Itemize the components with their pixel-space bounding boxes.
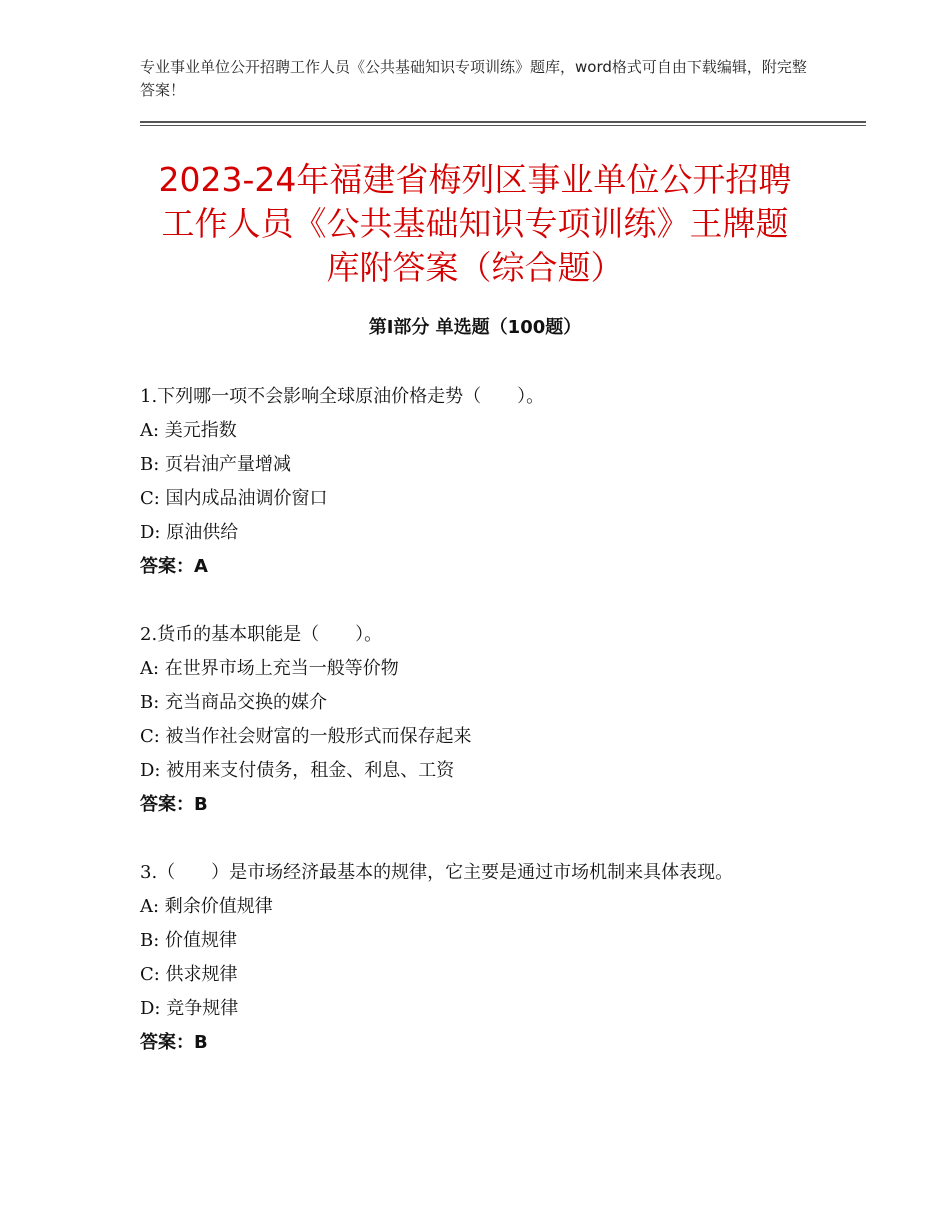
option-a: A: 在世界市场上充当一般等价物: [140, 658, 399, 679]
option-d: D: 原油供给: [140, 522, 239, 543]
option-a: A: 剩余价值规律: [140, 896, 273, 917]
option-a: A: 美元指数: [140, 420, 237, 441]
question-list: [140, 380, 820, 1094]
question-stem: 3.（ ）是市场经济最基本的规律，它主要是通过市场机制来具体表现。: [140, 862, 734, 883]
option-b: B: 价值规律: [140, 930, 238, 951]
answer: 答案：B: [140, 1032, 208, 1053]
question-3: [140, 856, 820, 1060]
option-b: B: 充当商品交换的媒介: [140, 692, 328, 713]
option-d: D: 竞争规律: [140, 998, 239, 1019]
header-divider-thin: [140, 125, 866, 126]
section-heading: 第Ⅰ部分 单选题（100题）: [368, 317, 582, 338]
document-title: [0, 158, 950, 290]
answer: 答案：A: [140, 556, 208, 577]
header-divider-thick: [140, 121, 866, 123]
option-c: C: 供求规律: [140, 964, 238, 985]
title-line: 工作人员《公共基础知识专项训练》王牌题: [161, 204, 789, 243]
option-d: D: 被用来支付债务，租金、利息、工资: [140, 760, 455, 781]
header-note: 专业事业单位公开招聘工作人员《公共基础知识专项训练》题库，word格式可自由下载编辑，附完整答案！: [140, 58, 807, 99]
question-2: [140, 618, 820, 822]
answer: 答案：B: [140, 794, 208, 815]
title-line: 库附答案（综合题）: [326, 248, 624, 287]
option-c: C: 国内成品油调价窗口: [140, 488, 328, 509]
title-line: 2023-24年福建省梅列区事业单位公开招聘: [158, 160, 792, 199]
option-c: C: 被当作社会财富的一般形式而保存起来: [140, 726, 472, 747]
option-b: B: 页岩油产量增减: [140, 454, 292, 475]
question-stem: 2.货币的基本职能是（ ）。: [140, 624, 383, 645]
question-1: [140, 380, 820, 584]
question-stem: 1.下列哪一项不会影响全球原油价格走势（ ）。: [140, 386, 545, 407]
